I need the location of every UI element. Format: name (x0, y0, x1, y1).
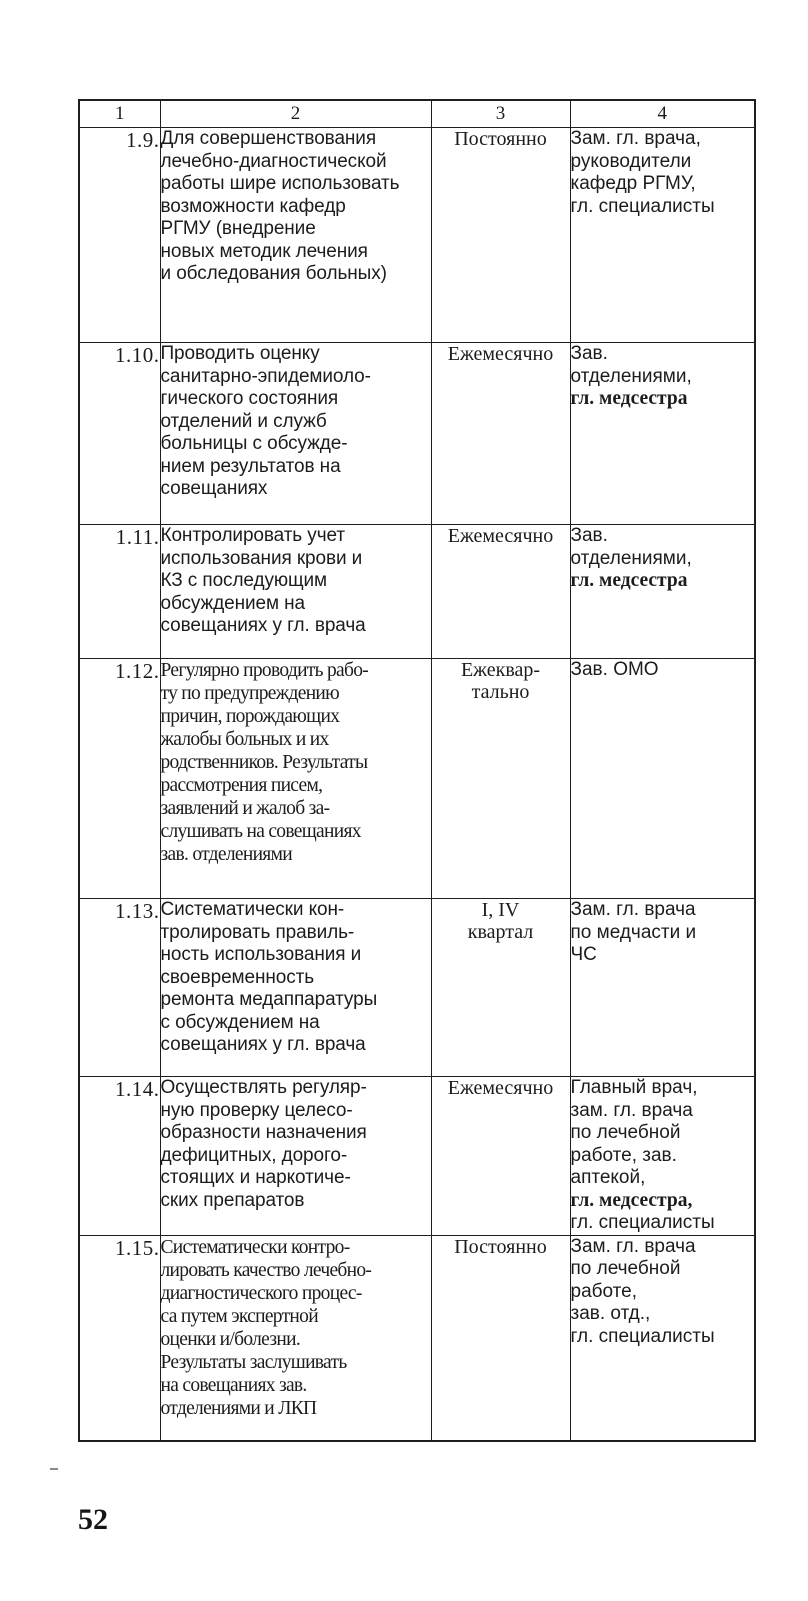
column-header-3: 3 (431, 100, 570, 128)
responsible-after-text: гл. специалисты (570, 1212, 715, 1233)
term-text: I, IV квартал (431, 899, 570, 1077)
table-header-row (79, 100, 755, 128)
table-row (79, 128, 755, 343)
task-text: Систематически контро- лировать качество лечебно- диагностического процес- са путем экспертной оценки и/болезни. Результаты заслушивать на совещаниях зав. отделениями и ЛКП (160, 1235, 431, 1441)
item-number: 1.13. (79, 899, 160, 1077)
plan-table (78, 99, 756, 1442)
item-number: 1.15. (79, 1235, 160, 1441)
responsible-text: Зав. отделениями, (570, 343, 692, 387)
table-row (79, 525, 755, 659)
term-text: Ежемесячно (431, 1077, 570, 1236)
margin-mark (50, 1468, 58, 1470)
responsible-cell (570, 343, 755, 525)
responsible-bold-text: гл. медсестра, (570, 1189, 693, 1211)
responsible-cell (570, 899, 755, 1077)
item-number: 1.12. (79, 659, 160, 899)
responsible-cell (570, 659, 755, 899)
responsible-cell (570, 1235, 755, 1441)
term-text: Постоянно (431, 128, 570, 343)
term-text: Ежеквар- тально (431, 659, 570, 899)
responsible-cell (570, 525, 755, 659)
term-text: Ежемесячно (431, 343, 570, 525)
table-row (79, 1077, 755, 1236)
responsible-cell (570, 1077, 755, 1236)
responsible-text: Зам. гл. врача по медчасти и ЧС (570, 899, 697, 965)
task-text: Систематически кон- тролировать правиль- ность использования и своевременность ремонта медаппаратуры с обсуждением на совещаниях у гл. врача (160, 899, 431, 1077)
term-text: Ежемесячно (431, 525, 570, 659)
task-text: Для совершенствования лечебно-диагностической работы шире использовать возможности кафедр РГМУ (внедрение новых методик лечения и обследования больных) (160, 128, 431, 343)
item-number: 1.11. (79, 525, 160, 659)
item-number: 1.9. (79, 128, 160, 343)
responsible-text: Главный врач, зам. гл. врача по лечебной работе, зав. аптекой, (570, 1077, 698, 1188)
responsible-text: Зам. гл. врача, руководители кафедр РГМУ, гл. специалисты (570, 128, 715, 217)
table-row (79, 899, 755, 1077)
table-row (79, 343, 755, 525)
item-number: 1.14. (79, 1077, 160, 1236)
responsible-text: Зав. ОМО (570, 659, 659, 680)
responsible-bold-text: гл. медсестра (570, 388, 688, 409)
responsible-text: Зав. отделениями, (570, 525, 692, 569)
item-number: 1.10. (79, 343, 160, 525)
column-header-1: 1 (79, 100, 160, 128)
task-text: Регулярно проводить рабо- ту по предупреждению причин, порождающих жалобы больных и их родственников. Результаты рассмотрения писем, заявлений и жалоб за- слушивать на совещаниях зав. отделениями (160, 659, 431, 899)
task-text: Проводить оценку санитарно-эпидемиоло- гического состояния отделений и служб больницы с обсужде- нием результатов на совещаниях (160, 343, 431, 525)
page-number: 52 (78, 1503, 108, 1536)
table-row (79, 1235, 755, 1441)
table-row (79, 659, 755, 899)
task-text: Осуществлять регуляр- ную проверку целесо- образности назначения дефицитных, дорого- стоящих и наркотиче- ских препаратов (160, 1077, 431, 1236)
column-header-2: 2 (160, 100, 431, 128)
responsible-text: Зам. гл. врача по лечебной работе, зав. отд., гл. специалисты (570, 1235, 715, 1347)
responsible-cell (570, 128, 755, 343)
term-text: Постоянно (431, 1235, 570, 1441)
column-header-4: 4 (570, 100, 755, 128)
task-text: Контролировать учет использования крови и КЗ с последующим обсуждением на совещаниях у гл. врача (160, 525, 431, 659)
responsible-bold-text: гл. медсестра (570, 570, 688, 591)
